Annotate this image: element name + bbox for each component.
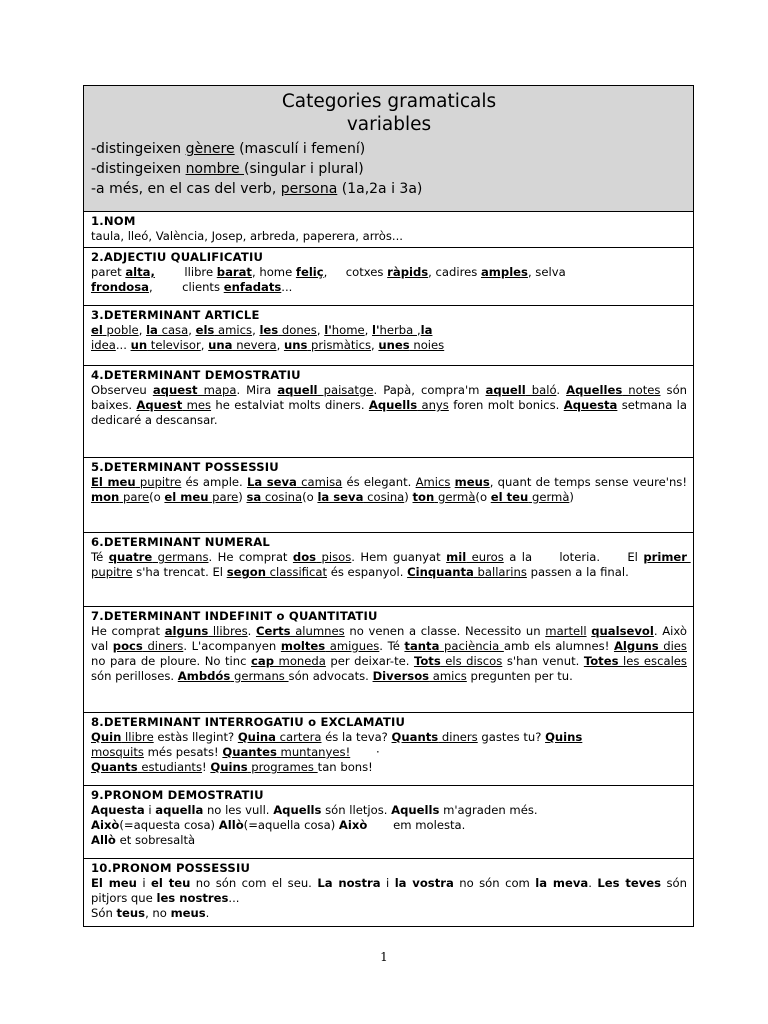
example-text: i bbox=[380, 876, 395, 890]
example-text: He comprat bbox=[91, 624, 165, 638]
feature-line: -distingeixen nombre (singular i plural) bbox=[91, 161, 364, 177]
highlighted-word: l' bbox=[372, 323, 380, 337]
section-cell bbox=[84, 306, 694, 366]
example-text: . Això val bbox=[91, 624, 691, 653]
highlighted-word: Quins bbox=[210, 760, 248, 774]
header-cell bbox=[84, 86, 694, 212]
highlighted-word: camisa bbox=[296, 475, 343, 489]
highlighted-word: Amics bbox=[415, 475, 451, 489]
highlighted-word: nevera bbox=[232, 338, 277, 352]
example-text: passen a la final. bbox=[526, 565, 629, 579]
highlighted-word: aquest bbox=[152, 383, 198, 397]
highlighted-word: germà bbox=[528, 490, 570, 504]
example-text: , bbox=[200, 338, 209, 352]
example-text: (o bbox=[302, 490, 318, 504]
highlighted-word: diners bbox=[142, 639, 184, 653]
highlighted-word: Quina bbox=[237, 730, 276, 744]
highlighted-word: les escales bbox=[618, 654, 687, 668]
highlighted-word: Allò bbox=[91, 833, 116, 847]
highlighted-word: llibre bbox=[121, 730, 154, 744]
highlighted-word: qualsevol bbox=[591, 624, 654, 638]
example-line bbox=[91, 280, 687, 295]
section-title: 6.DETERMINANT NUMERAL bbox=[91, 535, 271, 549]
example-text: estàs llegint? bbox=[153, 730, 238, 744]
highlighted-word: meus bbox=[454, 475, 490, 489]
highlighted-word: dos bbox=[292, 550, 317, 564]
highlighted-word: unes bbox=[378, 338, 410, 352]
highlighted-word: els bbox=[195, 323, 215, 337]
highlighted-word: Aquesta bbox=[91, 803, 145, 817]
highlighted-word: Allò bbox=[218, 818, 244, 832]
section-row bbox=[84, 713, 694, 786]
section-cell bbox=[84, 786, 694, 859]
example-line bbox=[91, 383, 691, 428]
highlighted-word: Cinquanta bbox=[407, 565, 474, 579]
highlighted-word: dies bbox=[658, 639, 687, 653]
example-text: no són com el seu. bbox=[190, 876, 318, 890]
highlighted-word: Aquesta bbox=[563, 398, 618, 412]
highlighted-word: la meva bbox=[535, 876, 589, 890]
example-text: , selva bbox=[527, 265, 566, 279]
highlighted-word: germà bbox=[434, 490, 476, 504]
example-text: gastes tu? bbox=[477, 730, 546, 744]
document-title bbox=[91, 90, 687, 136]
example-text: , no bbox=[145, 906, 171, 920]
highlighted-word: martell bbox=[545, 624, 587, 638]
highlighted-word: moltes bbox=[280, 639, 326, 653]
example-text: és ample. bbox=[181, 475, 247, 489]
highlighted-word: Alguns bbox=[613, 639, 659, 653]
example-line bbox=[91, 475, 691, 505]
highlighted-word: Això bbox=[338, 818, 368, 832]
example-line bbox=[91, 323, 687, 338]
highlighted-word: noies bbox=[409, 338, 445, 352]
example-text: és la teva? bbox=[321, 730, 392, 744]
grammar-categories-table bbox=[83, 85, 694, 927]
highlighted-word: segon bbox=[226, 565, 266, 579]
highlighted-word: paciència bbox=[439, 639, 504, 653]
example-text: he estalviat molts diners. bbox=[211, 398, 369, 412]
example-text: ... bbox=[228, 891, 240, 905]
highlighted-word: Aquells bbox=[391, 803, 440, 817]
example-text: és elegant. bbox=[342, 475, 416, 489]
example-text: ) bbox=[238, 490, 247, 504]
highlighted-word: l' bbox=[324, 323, 332, 337]
highlighted-word: el meu bbox=[164, 490, 209, 504]
highlighted-word: aquella bbox=[155, 803, 204, 817]
section-row bbox=[84, 212, 694, 248]
example-text: Són bbox=[91, 906, 117, 920]
highlighted-word: germans bbox=[230, 669, 289, 683]
highlighted-word: germans bbox=[152, 550, 209, 564]
highlighted-word: pocs bbox=[112, 639, 143, 653]
highlighted-word: Aquells bbox=[368, 398, 418, 412]
highlighted-word: ton bbox=[412, 490, 435, 504]
highlighted-word: el bbox=[91, 323, 103, 337]
highlighted-word: El meu bbox=[91, 876, 137, 890]
example-text: no para de ploure. No tinc bbox=[91, 639, 691, 668]
highlighted-word: Ambdós bbox=[177, 669, 231, 683]
example-line bbox=[91, 229, 687, 244]
page-number: 1 bbox=[380, 950, 388, 964]
highlighted-word: cosina bbox=[261, 490, 303, 504]
highlighted-word: les nostres bbox=[156, 891, 229, 905]
section-title: 10.PRONOM POSSESSIU bbox=[91, 861, 251, 875]
section-cell bbox=[84, 458, 694, 533]
highlighted-word: aquell bbox=[277, 383, 318, 397]
highlighted-word: mosquits bbox=[91, 745, 144, 759]
highlighted-word: paisatge bbox=[317, 383, 374, 397]
highlighted-word: baló bbox=[525, 383, 557, 397]
section-cell bbox=[84, 607, 694, 713]
highlighted-word: muntanyes! bbox=[276, 745, 351, 759]
example-text: ) bbox=[404, 490, 413, 504]
highlighted-word: classificat bbox=[266, 565, 328, 579]
highlighted-word: mes bbox=[182, 398, 212, 412]
highlighted-word: alguns bbox=[164, 624, 209, 638]
example-text: . bbox=[247, 624, 256, 638]
example-text: són pitjors que bbox=[91, 876, 691, 905]
section-cell bbox=[84, 859, 694, 927]
highlighted-word: idea bbox=[91, 338, 116, 352]
section-row bbox=[84, 366, 694, 458]
highlighted-word: barat bbox=[216, 265, 252, 279]
example-line bbox=[91, 624, 691, 684]
highlighted-word: pupitre bbox=[91, 550, 691, 579]
section-cell bbox=[84, 366, 694, 458]
example-text: setmana la dedicaré a descansar. bbox=[91, 398, 691, 427]
example-line bbox=[91, 265, 687, 280]
feature-line: -a més, en el cas del verb, persona (1a,2a i 3a) bbox=[91, 181, 423, 197]
highlighted-word: Les teves bbox=[597, 876, 662, 890]
highlighted-word: aquell bbox=[485, 383, 526, 397]
highlighted-word: tanta bbox=[404, 639, 440, 653]
highlighted-word: dones bbox=[278, 323, 317, 337]
highlighted-word: quatre bbox=[108, 550, 153, 564]
example-text: , home bbox=[251, 265, 296, 279]
example-text: , bbox=[276, 338, 284, 352]
highlighted-word: La nostra bbox=[317, 876, 381, 890]
example-text: ... bbox=[115, 338, 131, 352]
example-text: (o bbox=[149, 490, 165, 504]
example-text: per deixar-te. bbox=[325, 654, 414, 668]
example-text: . L'acompanyen bbox=[183, 639, 281, 653]
highlighted-word: uns bbox=[283, 338, 308, 352]
highlighted-word: prismàtics bbox=[307, 338, 372, 352]
example-text: . Mira bbox=[236, 383, 278, 397]
highlighted-word: moneda bbox=[274, 654, 326, 668]
section-row bbox=[84, 248, 694, 306]
example-text: ... bbox=[281, 280, 293, 294]
example-text: , bbox=[416, 323, 421, 337]
example-text: i bbox=[136, 876, 152, 890]
example-text: a la loteria. El bbox=[503, 550, 644, 564]
example-line bbox=[91, 550, 691, 580]
highlighted-word: la bbox=[420, 323, 433, 337]
highlighted-word: pupitre bbox=[135, 475, 182, 489]
highlighted-word: Diversos bbox=[372, 669, 430, 683]
highlighted-word: mapa bbox=[197, 383, 237, 397]
example-line bbox=[91, 833, 687, 848]
highlighted-word: Quins bbox=[545, 730, 583, 744]
example-text: és espanyol. bbox=[327, 565, 408, 579]
highlighted-word: un bbox=[130, 338, 148, 352]
example-line bbox=[91, 745, 687, 760]
highlighted-word: ballarins bbox=[473, 565, 527, 579]
section-title: 3.DETERMINANT ARTICLE bbox=[91, 308, 260, 322]
header-row bbox=[84, 86, 694, 212]
example-text: s'ha trencat. El bbox=[132, 565, 227, 579]
highlighted-word: Quantes bbox=[222, 745, 277, 759]
highlighted-word: estudiants bbox=[137, 760, 203, 774]
example-text: , bbox=[316, 323, 325, 337]
highlighted-word: sa bbox=[246, 490, 262, 504]
highlighted-word: teus bbox=[116, 906, 146, 920]
example-text: . Papà, compra'm bbox=[373, 383, 486, 397]
feature-keyword: gènere bbox=[185, 141, 235, 157]
example-text: s'han venut. bbox=[502, 654, 584, 668]
example-text: , bbox=[188, 323, 196, 337]
example-line bbox=[91, 906, 687, 921]
section-title: 5.DETERMINANT POSSESSIU bbox=[91, 460, 279, 474]
highlighted-word: amics bbox=[214, 323, 253, 337]
highlighted-word: alumnes bbox=[290, 624, 345, 638]
example-text: Observeu bbox=[91, 383, 153, 397]
example-text: . bbox=[556, 383, 567, 397]
example-text: són baixes. bbox=[91, 383, 691, 412]
highlighted-word: enfadats bbox=[223, 280, 282, 294]
highlighted-word: les bbox=[259, 323, 279, 337]
example-text: , clients bbox=[148, 280, 224, 294]
highlighted-word: notes bbox=[622, 383, 661, 397]
example-text: , cotxes bbox=[323, 265, 388, 279]
example-text: , bbox=[371, 338, 379, 352]
title-line-1: Categories gramaticals bbox=[281, 91, 497, 112]
example-text: . Té bbox=[379, 639, 405, 653]
highlighted-word: la seva bbox=[317, 490, 364, 504]
highlighted-word: el teu bbox=[151, 876, 191, 890]
example-text: són lletjos. bbox=[321, 803, 392, 817]
feature-line: -distingeixen gènere (masculí i femení) bbox=[91, 141, 366, 157]
example-text: (=aquesta cosa) bbox=[119, 818, 219, 832]
highlighted-word: Aquest bbox=[136, 398, 183, 412]
highlighted-word: llibres bbox=[208, 624, 248, 638]
example-text: Té bbox=[91, 550, 109, 564]
example-text: llibre bbox=[154, 265, 217, 279]
highlighted-word: pisos bbox=[316, 550, 352, 564]
highlighted-word: Tots bbox=[413, 654, 441, 668]
example-text: . He comprat bbox=[208, 550, 293, 564]
example-text: , cadires bbox=[428, 265, 481, 279]
section-row bbox=[84, 306, 694, 366]
section-cell bbox=[84, 212, 694, 248]
highlighted-word: anys bbox=[417, 398, 449, 412]
highlighted-word: herba bbox=[379, 323, 417, 337]
example-text: , bbox=[364, 323, 373, 337]
example-text: i bbox=[144, 803, 156, 817]
highlighted-word: pare bbox=[119, 490, 150, 504]
highlighted-word: Totes bbox=[583, 654, 619, 668]
highlighted-word: casa bbox=[157, 323, 189, 337]
highlighted-word: Certs bbox=[255, 624, 291, 638]
section-row bbox=[84, 458, 694, 533]
example-text: no són com bbox=[453, 876, 536, 890]
highlighted-word: amics bbox=[429, 669, 467, 683]
example-text: m'agraden més. bbox=[439, 803, 538, 817]
example-text: taula, lleó, València, Josep, arbreda, paperera, arròs... bbox=[91, 229, 403, 243]
example-text: paret bbox=[91, 265, 126, 279]
highlighted-word: mon bbox=[91, 490, 120, 504]
highlighted-word: amples bbox=[480, 265, 528, 279]
example-line bbox=[91, 338, 687, 353]
section-title: 8.DETERMINANT INTERROGATIU o EXCLAMATIU bbox=[91, 715, 406, 729]
title-line-2: variables bbox=[346, 114, 432, 135]
section-row bbox=[84, 859, 694, 927]
feature-keyword: persona bbox=[280, 181, 338, 197]
section-title: 7.DETERMINANT INDEFINIT o QUANTITATIU bbox=[91, 609, 378, 623]
highlighted-word: Aquelles bbox=[566, 383, 623, 397]
highlighted-word: ràpids bbox=[387, 265, 429, 279]
highlighted-word: Aquells bbox=[273, 803, 322, 817]
example-text: , bbox=[252, 323, 260, 337]
highlighted-word: cartera bbox=[276, 730, 322, 744]
highlighted-word: meus bbox=[170, 906, 206, 920]
highlighted-word: pare bbox=[208, 490, 239, 504]
section-title: 2.ADJECTIU QUALIFICATIU bbox=[91, 250, 264, 264]
section-cell bbox=[84, 248, 694, 306]
highlighted-word: euros bbox=[466, 550, 504, 564]
highlighted-word: primer bbox=[643, 550, 687, 564]
highlighted-word: cosina bbox=[363, 490, 405, 504]
example-line bbox=[91, 818, 687, 833]
example-text: no venen a classe. Necessito un bbox=[344, 624, 546, 638]
highlighted-word: la bbox=[146, 323, 158, 337]
highlighted-word: una bbox=[208, 338, 233, 352]
example-text: , quant de temps sense veure'ns! bbox=[489, 475, 691, 489]
example-line bbox=[91, 730, 687, 745]
highlighted-word: diners bbox=[438, 730, 478, 744]
example-text: . bbox=[205, 906, 210, 920]
highlighted-word: cap bbox=[251, 654, 275, 668]
section-row bbox=[84, 786, 694, 859]
highlighted-word: feliç bbox=[295, 265, 324, 279]
example-text: pregunten per tu. bbox=[466, 669, 573, 683]
highlighted-word: televisor bbox=[147, 338, 201, 352]
example-text: , bbox=[138, 323, 147, 337]
highlighted-word: alta, bbox=[125, 265, 155, 279]
example-text: no les vull. bbox=[203, 803, 274, 817]
section-row bbox=[84, 607, 694, 713]
example-text: (o bbox=[475, 490, 491, 504]
example-text: (=aquella cosa) bbox=[243, 818, 339, 832]
example-text: ! bbox=[202, 760, 211, 774]
example-text: amb els alumnes! bbox=[503, 639, 614, 653]
example-line bbox=[91, 760, 687, 775]
example-line bbox=[91, 803, 687, 818]
highlighted-word: els discos bbox=[440, 654, 503, 668]
highlighted-word: frondosa bbox=[91, 280, 149, 294]
example-line bbox=[91, 876, 691, 906]
highlighted-word: Això bbox=[91, 818, 120, 832]
highlighted-word: home bbox=[331, 323, 365, 337]
highlighted-word: programes bbox=[247, 760, 318, 774]
highlighted-word: la vostra bbox=[394, 876, 454, 890]
highlighted-word: Quants bbox=[91, 760, 138, 774]
example-text: són advocats. bbox=[288, 669, 373, 683]
section-cell bbox=[84, 533, 694, 607]
feature-keyword: nombre bbox=[185, 161, 245, 177]
example-text: et sobresaltà bbox=[115, 833, 196, 847]
example-text: són perilloses. bbox=[91, 654, 691, 683]
section-title: 1.NOM bbox=[91, 214, 136, 228]
example-text: més pesats! bbox=[143, 745, 223, 759]
example-text: · bbox=[350, 745, 380, 759]
example-text: . bbox=[588, 876, 598, 890]
section-cell bbox=[84, 713, 694, 786]
highlighted-word: Quants bbox=[391, 730, 439, 744]
example-text: em molesta. bbox=[367, 818, 466, 832]
example-text: foren molt bonics. bbox=[448, 398, 564, 412]
highlighted-word: El meu bbox=[91, 475, 136, 489]
highlighted-word: el teu bbox=[490, 490, 529, 504]
highlighted-word: Quin bbox=[91, 730, 122, 744]
section-row bbox=[84, 533, 694, 607]
highlighted-word: mil bbox=[446, 550, 467, 564]
highlighted-word: La seva bbox=[246, 475, 297, 489]
section-title: 9.PRONOM DEMOSTRATIU bbox=[91, 788, 264, 802]
example-text: . Hem guanyat bbox=[351, 550, 447, 564]
highlighted-word: amigues bbox=[325, 639, 380, 653]
highlighted-word: poble bbox=[102, 323, 139, 337]
example-text: ) bbox=[569, 490, 574, 504]
example-text: tan bons! bbox=[317, 760, 373, 774]
section-title: 4.DETERMINANT DEMOSTRATIU bbox=[91, 368, 301, 382]
